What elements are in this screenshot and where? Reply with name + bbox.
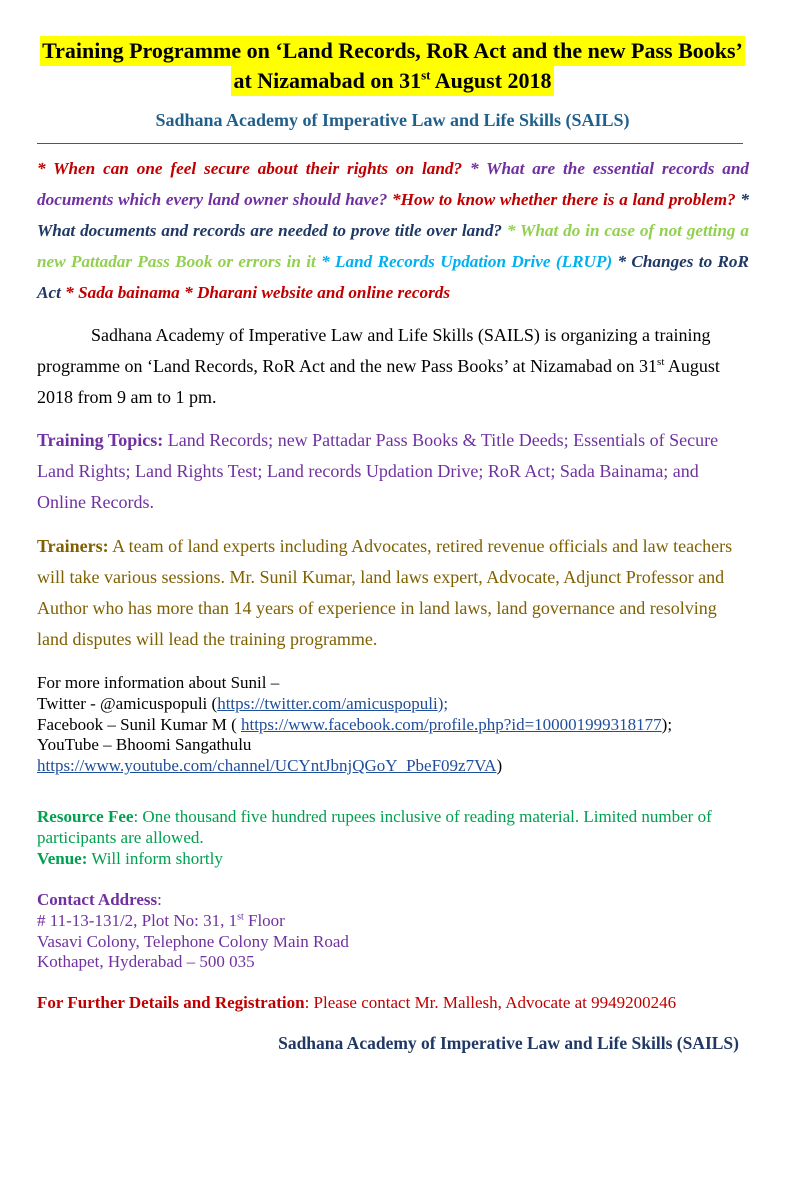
intro-text-end: August 2018 from 9 am to 1 pm. (37, 356, 720, 407)
venue-text: Will inform shortly (87, 848, 223, 868)
youtube-suffix: ) (496, 756, 503, 776)
facebook-link[interactable]: https://www.facebook.com/profile.php?id=100001999318177 (240, 714, 662, 734)
facebook-suffix: ); (661, 714, 673, 734)
title-line-1: Training Programme on ‘Land Records, RoR Act and the new Pass Books’ (40, 36, 745, 66)
address-line-2: Vasavi Colony, Telephone Colony Main Road (37, 931, 349, 951)
question-item: * What do in case of not getting a new Pattadar Pass Book or errors in it (37, 221, 749, 271)
topics-label: Training Topics: (37, 430, 164, 450)
fee-text: : One thousand five hundred rupees inclusive of reading material. Limited number of participants are allowed. (37, 807, 712, 847)
fee-line (37, 807, 749, 849)
question-item: * Changes to RoR Act (37, 252, 749, 302)
registration-block (37, 993, 749, 1014)
footer-signature: Sadhana Academy of Imperative Law and Life Skills (SAILS) (278, 1033, 739, 1053)
facebook-line (37, 715, 749, 736)
facebook-label: Facebook – Sunil Kumar M ( (37, 714, 241, 734)
fee-label: Resource Fee (37, 807, 134, 826)
trainers-label: Trainers: (37, 536, 109, 556)
info-block (37, 673, 749, 777)
question-item: * Sada bainama * Dharani website and online records (60, 283, 451, 302)
fee-block (37, 807, 749, 869)
intro-sup: st (657, 356, 665, 368)
title-line-2-suffix: August 2018 (430, 68, 552, 93)
info-heading: For more information about Sunil – (37, 673, 280, 692)
training-topics (37, 425, 749, 518)
registration-text: : Please contact Mr. Mallesh, Advocate at 9949200246 (304, 993, 677, 1012)
trainers-text: A team of land experts including Advocates, retired revenue officials and law teachers will take various sessions. Mr. Sunil Kumar, land laws expert, Advocate, Adjunct Professor and Author who has more than 14 years of experience in land laws, land governance and resolving land disputes will lead the training programme. (37, 536, 733, 649)
question-item: * Land Records Updation Drive (LRUP) (315, 252, 613, 271)
twitter-link[interactable]: https://twitter.com/amicuspopuli); (217, 693, 449, 713)
address-line-1-sup: st (237, 911, 244, 923)
registration-label: For Further Details and Registration (37, 993, 305, 1012)
intro-text: Sadhana Academy of Imperative Law and Life Skills (SAILS) is organizing a training programme on ‘Land Records, RoR Act and the new Pass Books’ at Nizamabad on 31 (37, 325, 711, 376)
trainers-paragraph (37, 531, 749, 655)
divider (37, 143, 743, 144)
question-list (37, 153, 749, 308)
youtube-line: YouTube – Bhoomi Sangathulu (37, 735, 252, 755)
subtitle: Sadhana Academy of Imperative Law and Life Skills (SAILS) (155, 110, 630, 130)
venue-label: Venue: (37, 848, 88, 868)
address-line-1 (37, 911, 749, 932)
question-item: * What documents and records are needed to prove title over land? (37, 190, 749, 240)
topics-text: Land Records; new Pattadar Pass Books & Title Deeds; Essentials of Secure Land Rights; Land Rights Test; Land records Updation Drive; RoR Act; Sada Bainama; and Online Records. (37, 430, 719, 512)
title-line-2-sup: st (421, 67, 431, 83)
youtube-link[interactable]: https://www.youtube.com/channel/UCYntJbnjQGoY_PbeF09z7VA (37, 756, 497, 776)
venue-line (37, 849, 749, 870)
intro-paragraph (37, 320, 749, 413)
twitter-label: Twitter - @amicuspopuli ( (37, 693, 218, 713)
address-line-1-text: # 11-13-131/2, Plot No: 31, 1 (37, 910, 238, 930)
address-label: Contact Address (37, 890, 158, 909)
address-colon: : (157, 890, 162, 909)
twitter-line (37, 694, 749, 715)
address-line-3: Kothapet, Hyderabad – 500 035 (37, 952, 255, 972)
address-line-1-suffix: Floor (243, 910, 285, 930)
page-title (0, 36, 785, 96)
question-item: * What are the essential records and documents which every land owner should have? (37, 159, 750, 209)
question-item: *How to know whether there is a land problem? (387, 190, 736, 209)
address-heading (37, 890, 749, 911)
title-line-2-text: at Nizamabad on 31 (233, 68, 422, 93)
title-line-2 (231, 66, 553, 96)
question-item: * When can one feel secure about their rights on land? (37, 159, 463, 178)
youtube-url-line (37, 756, 749, 777)
contact-address (37, 890, 749, 973)
